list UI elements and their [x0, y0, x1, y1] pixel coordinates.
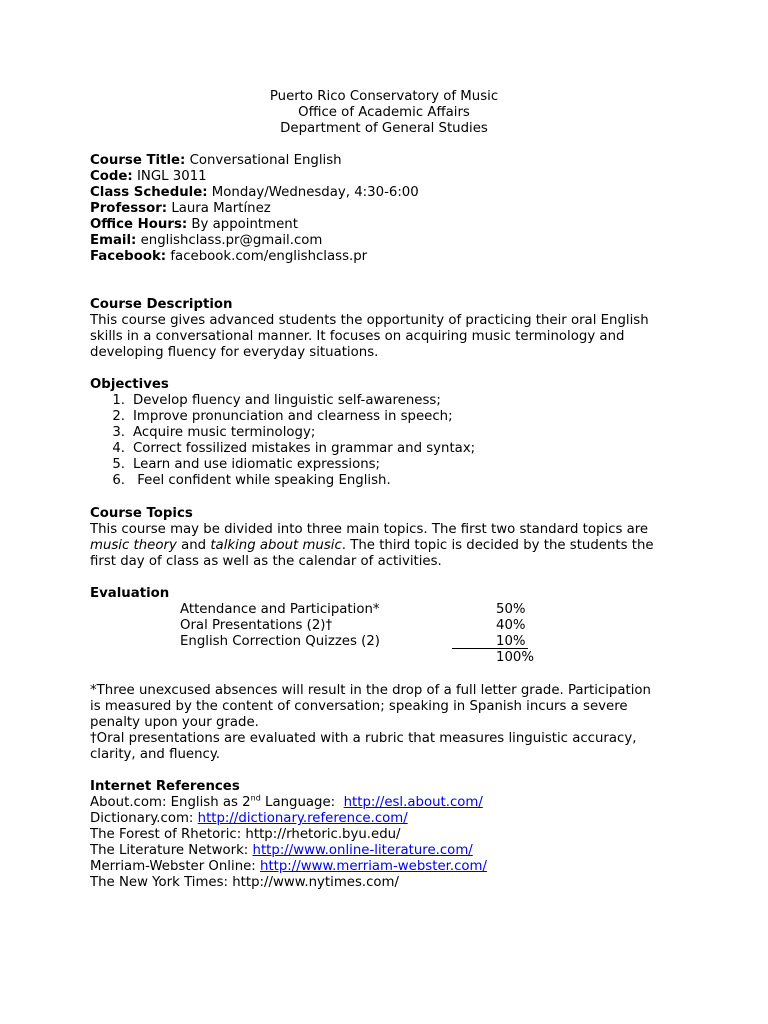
evaluation-row [90, 618, 690, 634]
note-line: †Oral presentations are evaluated with a rubric that measures linguistic accuracy, [90, 731, 637, 746]
list-item: 1. Develop fluency and linguistic self-awareness; [112, 393, 441, 408]
info-class-schedule: Class Schedule: Monday/Wednesday, 4:30-6:00 [90, 185, 419, 200]
info-office-hours: Office Hours: By appointment [90, 217, 298, 232]
reference-link[interactable]: http://esl.about.com/ [343, 795, 483, 810]
list-item: 5. Learn and use idiomatic expressions; [112, 457, 381, 472]
note-line: clarity, and fluency. [90, 747, 221, 762]
sum-underline [452, 648, 528, 649]
paragraph-line: developing fluency for everyday situations. [90, 345, 379, 360]
evaluation-row [90, 602, 690, 618]
reference-url: http://www.nytimes.com/ [232, 875, 399, 890]
header-line-1: Puerto Rico Conservatory of Music [269, 89, 499, 104]
section-heading: Internet References [90, 779, 240, 794]
note-line: *Three unexcused absences will result in the drop of a full letter grade. Participation [90, 683, 651, 698]
course-info [90, 153, 690, 265]
evaluation-total-row [90, 650, 690, 666]
reference-item: Merriam-Webster Online: http://www.merriam-webster.com/ [90, 859, 487, 874]
paragraph-line: music theory and talking about music. The third topic is decided by the students the [90, 538, 654, 553]
reference-url: http://rhetoric.byu.edu/ [245, 827, 401, 842]
reference-item: The Forest of Rhetoric: http://rhetoric.byu.edu/ [90, 827, 401, 842]
info-course-title: Course Title: Conversational English [90, 153, 342, 168]
reference-item: Dictionary.com: http://dictionary.reference.com/ [90, 811, 408, 826]
evaluation-section [90, 586, 690, 666]
header-line-2: Office of Academic Affairs [298, 105, 470, 120]
evaluation-percent: 10% [496, 634, 526, 649]
header-line-3: Department of General Studies [280, 121, 488, 136]
course-description [90, 297, 690, 361]
section-heading: Evaluation [90, 586, 170, 601]
list-item: 2. Improve pronunciation and clearness in speech; [112, 409, 453, 424]
info-professor: Professor: Laura Martínez [90, 201, 271, 216]
reference-link[interactable]: http://www.merriam-webster.com/ [260, 859, 487, 874]
note-line: penalty upon your grade. [90, 715, 259, 730]
objectives-section [90, 377, 690, 489]
reference-item: The New York Times: http://www.nytimes.com/ [90, 875, 399, 890]
evaluation-notes [90, 683, 690, 763]
section-heading: Course Description [90, 297, 233, 312]
list-item: 4. Correct fossilized mistakes in grammar and syntax; [112, 441, 476, 456]
paragraph-line: This course may be divided into three main topics. The first two standard topics are [90, 522, 649, 537]
evaluation-total: 100% [496, 650, 535, 665]
info-email: Email: englishclass.pr@gmail.com [90, 233, 323, 248]
section-heading: Course Topics [90, 506, 193, 521]
note-line: is measured by the content of conversation; speaking in Spanish incurs a severe [90, 699, 628, 714]
objectives-list [90, 393, 690, 489]
evaluation-row [90, 634, 690, 650]
institution-header [0, 89, 768, 137]
evaluation-label: Attendance and Participation* [180, 602, 380, 617]
paragraph-line: This course gives advanced students the opportunity of practicing their oral English [90, 313, 649, 328]
reference-link[interactable]: http://www.online-literature.com/ [252, 843, 473, 858]
reference-item: About.com: English as 2nd Language: http://esl.about.com/ [90, 793, 483, 810]
evaluation-label: Oral Presentations (2)† [180, 618, 333, 633]
paragraph-line: first day of class as well as the calendar of activities. [90, 554, 442, 569]
info-facebook: Facebook: facebook.com/englishclass.pr [90, 249, 368, 264]
info-code: Code: INGL 3011 [90, 169, 207, 184]
list-item: 3. Acquire music terminology; [112, 425, 316, 440]
paragraph-line: skills in a conversational manner. It focuses on acquiring music terminology and [90, 329, 625, 344]
evaluation-percent: 50% [496, 602, 526, 617]
evaluation-percent: 40% [496, 618, 526, 633]
reference-link[interactable]: http://dictionary.reference.com/ [197, 811, 408, 826]
evaluation-label: English Correction Quizzes (2) [180, 634, 380, 649]
list-item: 6. Feel confident while speaking English. [112, 473, 391, 488]
reference-item: The Literature Network: http://www.online-literature.com/ [90, 843, 473, 858]
course-topics [90, 506, 690, 570]
internet-references [90, 779, 690, 891]
section-heading: Objectives [90, 377, 169, 392]
